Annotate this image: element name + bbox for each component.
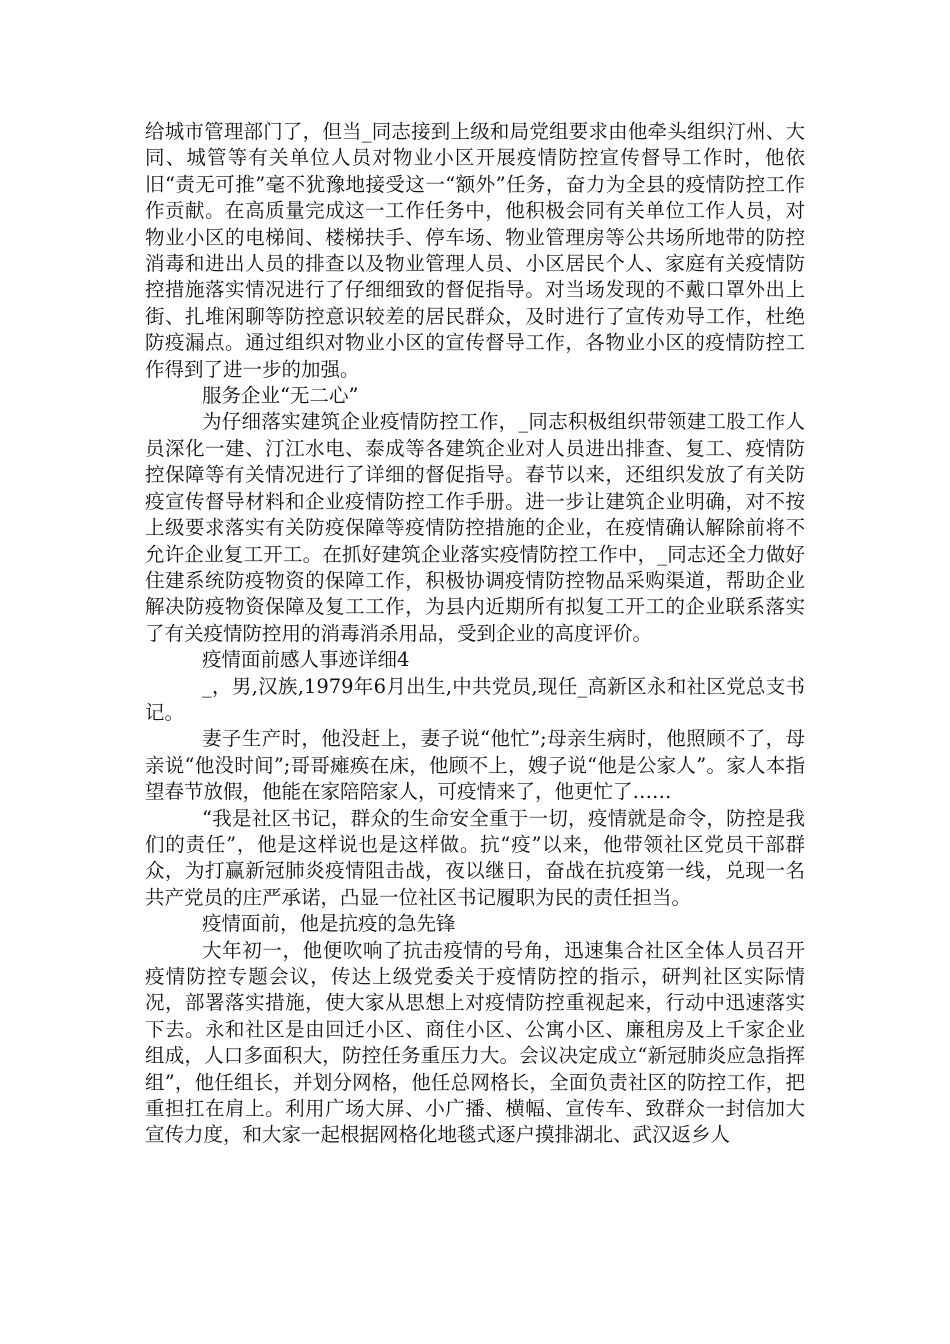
body-paragraph: 给城市管理部门了，但当_同志接到上级和局党组要求由他牵头组织汀州、大同、城管等有关单位人员对物业小区开展疫情防控宣传督导工作时，他依旧“责无可推”毫不犹豫地接受这一“额外”任务，奋力为全县的疫情防控工作作贡献。在高质量完成这一工作任务中，他积极会同有关单位工作人员，对物业小区的电梯间、楼梯扶手、停车场、物业管理房等公共场所地带的防控消毒和进出人员的排查以及物业管理人员、小区居民个人、家庭有关疫情防控措施落实情况进行了仔细细致的督促指导。对当场发现的不戴口罩外出上街、扎堆闲聊等防控意识较差的居民群众，及时进行了宣传劝导工作，杜绝防疫漏点。通过组织对物业小区的宣传督导工作，各物业小区的疫情防控工作得到了进一步的加强。 [145, 120, 805, 381]
section-heading: 疫情面前，他是抗疫的急先锋 [202, 912, 456, 936]
body-paragraph: 为仔细落实建筑企业疫情防控工作，_同志积极组织带领建工股工作人员深化一建、汀江水电、泰成等各建筑企业对人员进出排查、复工、疫情防控保障等有关情况进行了详细的督促指导。春节以来，还组织发放了有关防疫宣传督导材料和企业疫情防控工作手册。进一步让建筑企业明确，对不按上级要求落实有关防疫保障等疫情防控措施的企业，在疫情确认解除前将不允许企业复工开工。在抓好建筑企业落实疫情防控工作中，_同志还全力做好住建系统防疫物资的保障工作，积极协调疫情防控物品采购渠道，帮助企业解决防疫物资保障及复工工作，为县内近期所有拟复工开工的企业联系落实了有关疫情防控用的消毒消杀用品，受到企业的高度评价。 [145, 410, 805, 645]
body-paragraph: 大年初一，他便吹响了抗击疫情的号角，迅速集合社区全体人员召开疫情防控专题会议，传达上级党委关于疫情防控的指示，研判社区实际情况，部署落实措施，使大家从思想上对疫情防控重视起来，行动中迅速落实下去。永和社区是由回迁小区、商住小区、公寓小区、廉租房及上千家企业组成，人口多面积大，防控任务重压力大。会议决定成立“新冠肺炎应急指挥组”，他任组长，并划分网格，他任总网格长，全面负责社区的防控工作，把重担扛在肩上。利用广场大屏、小广播、横幅、宣传车、致群众一封信加大宣传力度，和大家一起根据网格化地毯式逐户摸排湖北、武汉返乡人 [145, 938, 805, 1147]
section-heading: 疫情面前感人事迹详细4 [202, 648, 410, 672]
section-heading: 服务企业“无二心” [202, 384, 359, 408]
body-paragraph: 妻子生产时，他没赶上，妻子说“他忙”;母亲生病时，他照顾不了，母亲说“他没时间”;哥哥瘫痪在床，他顾不上，嫂子说“他是公家人”。家人本指望春节放假，他能在家陪陪家人，可疫情来了，他更忙了…… [145, 727, 805, 804]
body-paragraph: “我是社区书记，群众的生命安全重于一切，疫情就是命令，防控是我们的责任”，他是这样说也是这样做。抗“疫”以来，他带领社区党员干部群众，为打赢新冠肺炎疫情阻击战，夜以继日，奋战在抗疫第一线，兑现一名共产党员的庄严承诺，凸显一位社区书记履职为民的责任担当。 [145, 806, 805, 909]
document-page [145, 119, 805, 1149]
body-paragraph: _，男,汉族,1979年6月出生,中共党员,现任_高新区永和社区党总支书记。 [145, 674, 805, 724]
